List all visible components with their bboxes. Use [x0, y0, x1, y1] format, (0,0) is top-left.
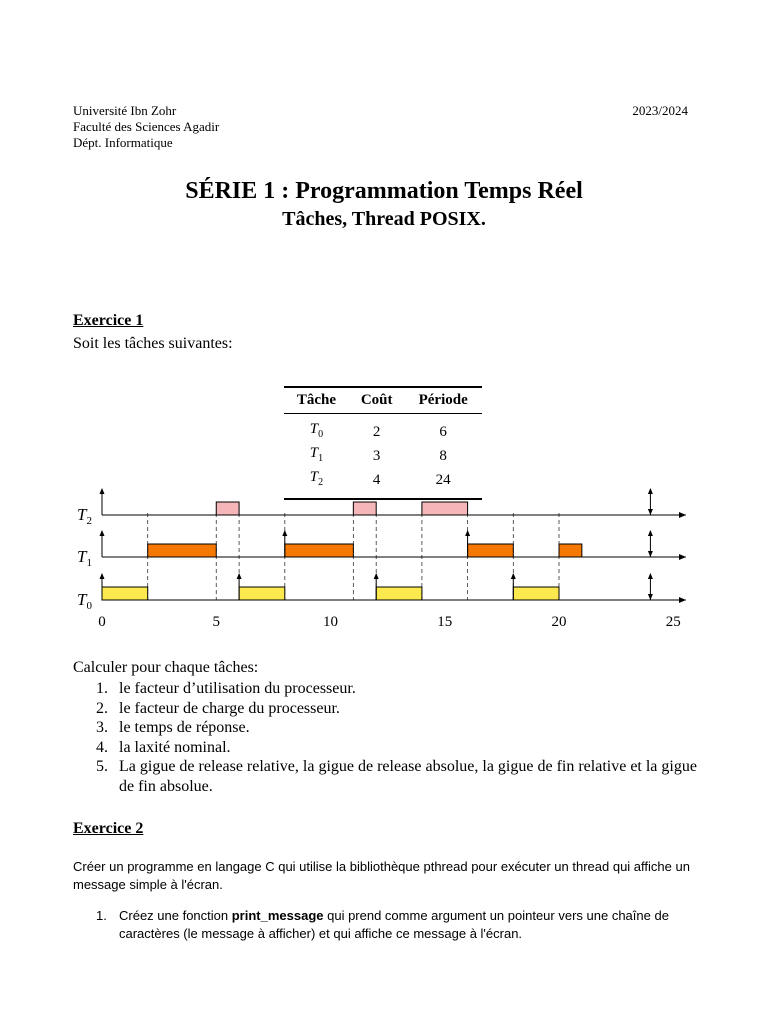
execution-bar	[285, 544, 354, 557]
task-cost: 4	[349, 468, 404, 499]
axis-arrow-icon	[679, 512, 686, 518]
execution-bar	[102, 587, 148, 600]
item-number: 1.	[96, 908, 107, 923]
tick-label: 5	[212, 614, 220, 630]
deadline-down-arrow-icon	[648, 551, 653, 557]
execution-bar	[513, 587, 559, 600]
department-name: Dépt. Informatique	[73, 135, 173, 150]
execution-bar	[468, 544, 514, 557]
calc-intro: Calculer pour chaque tâches:	[73, 659, 259, 676]
page-subtitle: Tâches, Thread POSIX.	[282, 208, 486, 230]
row-label: $T_1$	[77, 547, 92, 569]
row-label: $T_0$	[77, 590, 92, 612]
faculty-name: Faculté des Sciences Agadir	[73, 119, 220, 134]
axis-arrow-icon	[679, 597, 686, 603]
task-cost: 2	[372, 423, 381, 440]
deadline-up-arrow-icon	[648, 488, 653, 494]
table-header-task: Tâche	[284, 387, 349, 414]
university-name: Université Ibn Zohr	[73, 103, 177, 118]
deadline-up-arrow-icon	[648, 573, 653, 579]
deadline-down-arrow-icon	[648, 594, 653, 600]
release-arrowhead-icon	[100, 488, 105, 494]
execution-bar	[422, 502, 468, 515]
release-arrowhead-icon	[100, 573, 105, 579]
release-arrowhead-icon	[374, 573, 379, 579]
task-name: $T_1$	[309, 445, 324, 464]
task-period: 24	[404, 468, 482, 499]
task-cost: 3	[372, 447, 381, 464]
page-title: SÉRIE 1 : Programmation Temps Réel	[185, 178, 583, 204]
table-header-cost: Coût	[349, 387, 404, 414]
task-name: $T_2$	[284, 468, 349, 499]
execution-bar	[559, 544, 582, 557]
deadline-up-arrow-icon	[648, 530, 653, 536]
tick-label: 20	[551, 614, 567, 630]
task-table	[284, 386, 482, 500]
list-item	[73, 907, 703, 943]
list-item: 2. le facteur de charge du processeur.	[96, 699, 340, 717]
deadline-down-arrow-icon	[648, 509, 653, 515]
table-header-row	[284, 387, 482, 414]
list-item: 1. le facteur d’utilisation du processeur.	[96, 680, 356, 697]
execution-bar	[376, 587, 422, 600]
execution-bar	[216, 502, 239, 515]
list-item: 3. le temps de réponse.	[96, 719, 250, 736]
task-period: 6	[439, 423, 447, 440]
list-item: 4. la laxité nominal.	[96, 738, 231, 756]
header-left	[73, 103, 219, 151]
exercise2-intro: Créer un programme en langage C qui utilise la bibliothèque pthread pour exécuter un thread qui affiche un message simple à l'écran.	[73, 859, 690, 892]
item-text: Créez une fonction print_message qui prend comme argument un pointeur vers une chaîne de caractères (le message à afficher) et qui affiche ce message à l'écran.	[119, 908, 669, 941]
release-arrowhead-icon	[282, 530, 287, 536]
release-arrowhead-icon	[465, 530, 470, 536]
release-arrowhead-icon	[100, 530, 105, 536]
execution-bar	[148, 544, 217, 557]
task-period: 8	[439, 447, 447, 464]
tick-label: 10	[323, 614, 338, 630]
tick-label: 25	[665, 614, 681, 630]
question-list	[73, 679, 713, 796]
axis-arrow-icon	[679, 554, 686, 560]
table-row	[284, 444, 482, 468]
exercise1-heading: Exercice 1	[73, 312, 144, 329]
table-row	[284, 414, 482, 445]
function-name: print_message	[231, 908, 324, 923]
task-name: $T_0$	[309, 421, 324, 440]
tick-label: 0	[98, 614, 106, 630]
release-arrowhead-icon	[511, 573, 516, 579]
scheduling-gantt-chart	[72, 484, 692, 630]
academic-year: 2023/2024	[632, 103, 688, 118]
list-item: 5. La gigue de release relative, la gigue de release absolue, la gigue de fin relative et la gigue de fin absolue.	[96, 758, 697, 795]
tick-label: 15	[437, 614, 453, 630]
table-header-period: Période	[404, 387, 482, 414]
execution-bar	[239, 587, 285, 600]
exercise2-heading: Exercice 2	[73, 820, 144, 837]
execution-bar	[353, 502, 376, 515]
row-label: $T_2$	[77, 505, 92, 527]
exercise1-intro: Soit les tâches suivantes:	[73, 335, 233, 352]
release-arrowhead-icon	[237, 573, 242, 579]
